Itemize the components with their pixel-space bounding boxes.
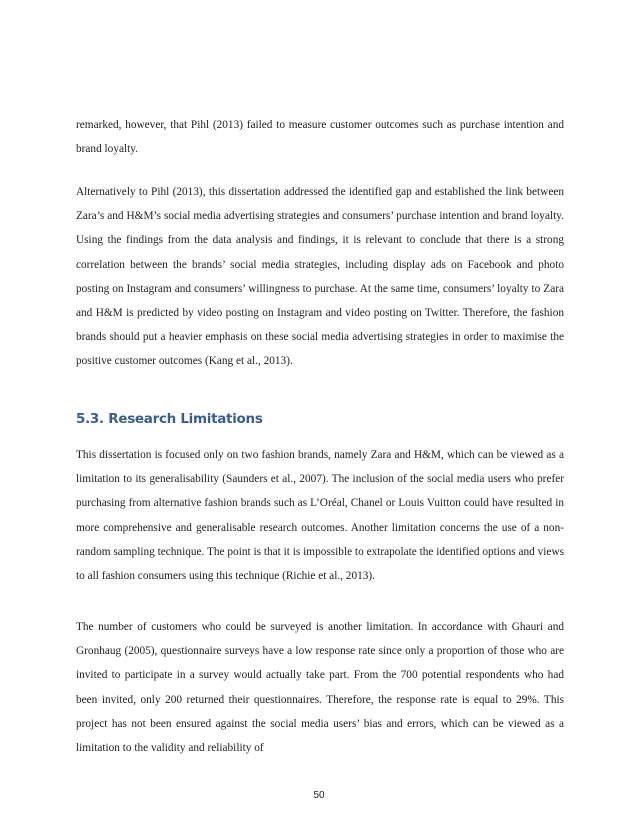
paragraph-text: This dissertation is focused only on two fashion brands, namely Zara and H&M, which can be viewed as a limitation to its generalisability (Saunders et al., 2007). The inclusion of the social media users who prefer purchasing from alternative fashion brands such as L’Oréal, Chanel or Louis Vuitton could have resulted in more comprehensive and generalisable research outcomes. Another limitation concerns the use of a non-random sampling technique. The point is that it is impossible to extrapolate the identified options and views to all fashion consumers using this technique (Richie et al., 2013). bbox=[76, 449, 564, 583]
paragraph-survey-limitation bbox=[76, 615, 564, 760]
paragraph-text: The number of customers who could be surveyed is another limitation. In accordance with Ghauri and Gronhaug (2005), questionnaire surveys have a low response rate since only a proportion of those who are invited to participate in a survey would actually take part. From the 700 potential respondents who had been invited, only 200 returned their questionnaires. Therefore, the response rate is equal to 29%. This project has not been ensured against the social media users’ bias and errors, which can be viewed as a limitation to the validity and reliability of bbox=[76, 621, 564, 755]
paragraph-limitations bbox=[76, 443, 564, 588]
paragraph-text: Alternatively to Pihl (2013), this dissertation addressed the identified gap and established the link between Zara’s and H&M’s social media advertising strategies and consumers’ purchase intention and brand loyalty. Using the findings from the data analysis and findings, it is relevant to conclude that there is a strong correlation between the brands’ social media strategies, including display ads on Facebook and photo posting on Instagram and consumers’ willingness to purchase. At the same time, consumers’ loyalty to Zara and H&M is predicted by video posting on Instagram and video posting on Twitter. Therefore, the fashion brands should put a heavier emphasis on these social media advertising strategies in order to maximise the positive customer outcomes (Kang et al., 2013). bbox=[76, 186, 564, 368]
paragraph-findings bbox=[76, 180, 564, 374]
section-heading: 5.3. Research Limitations bbox=[76, 411, 263, 427]
paragraph-text: remarked, however, that Pihl (2013) failed to measure customer outcomes such as purchase intention and brand loyalty. bbox=[76, 119, 564, 156]
page-number: 50 bbox=[313, 790, 325, 801]
paragraph-continuation bbox=[76, 113, 564, 161]
